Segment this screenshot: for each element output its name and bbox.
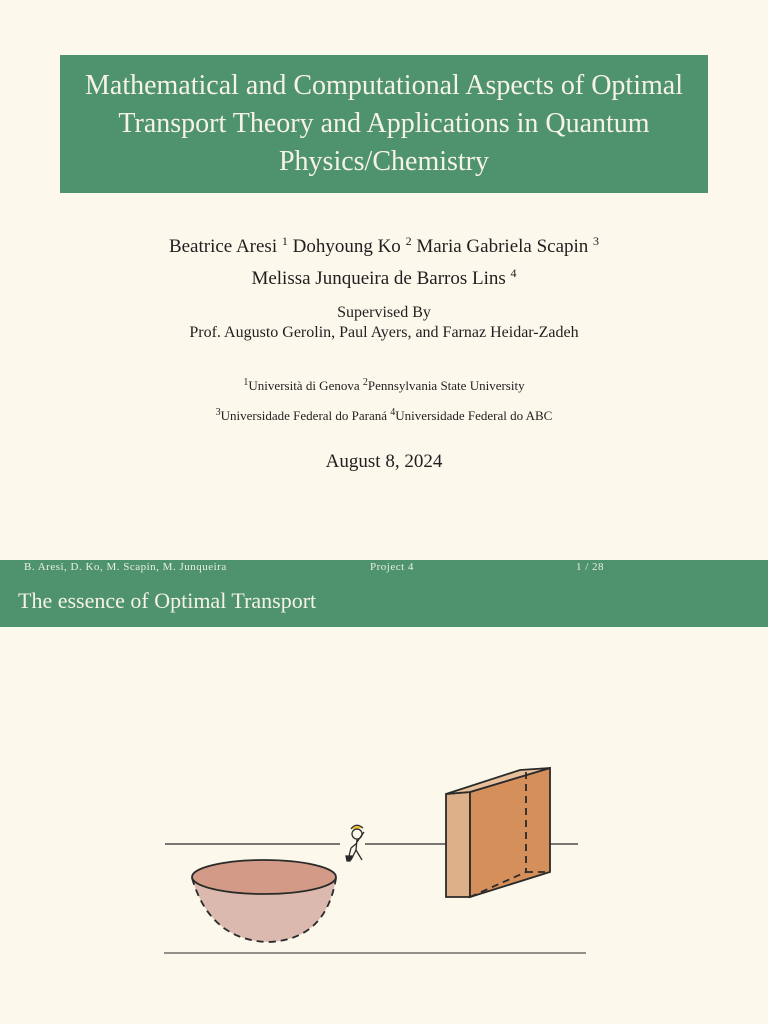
affiliation-name: Università di Genova [248,378,360,393]
author-mark: 4 [510,266,517,280]
affiliation-line [0,404,768,425]
footer-project: Project 4 [370,561,414,573]
author-name: Melissa Junqueira de Barros Lins [251,268,506,289]
optimal-transport-illustration [150,760,600,965]
author-list [0,228,768,292]
presentation-title: Mathematical and Computational Aspects of Optimal Transport Theory and Applications in Quantum Physics/Chemistry [85,70,683,177]
author-name: Maria Gabriela Scapin [416,236,589,257]
presentation-date: August 8, 2024 [325,451,443,472]
supervised-label: Supervised By [337,304,431,321]
affiliation-name: Universidade Federal do Paraná [220,408,388,423]
affiliation-name: Universidade Federal do ABC [395,408,553,423]
author-name: Beatrice Aresi [168,236,278,257]
earth-pile-box-icon [446,768,550,897]
affiliation-line [0,374,768,395]
slide-footer [0,560,768,574]
affiliation-mark: 1 [243,377,249,388]
title-banner [60,55,708,193]
affiliation-mark: 3 [215,407,221,418]
supervisor-names: Prof. Augusto Gerolin, Paul Ayers, and Farnaz Heidar-Zadeh [189,324,579,341]
worker-figure-icon [346,825,364,861]
affiliation-mark: 4 [390,407,396,418]
supervision-block [0,303,768,343]
author-mark: 3 [593,234,600,248]
affiliation-name: Pennsylvania State University [367,378,525,393]
affiliation-mark: 2 [362,377,368,388]
footer-page-number: 1 / 28 [576,561,605,573]
author-name: Dohyoung Ko [292,236,401,257]
author-mark: 2 [405,234,412,248]
frame-title: The essence of Optimal Transport [18,588,317,613]
frame-header [0,574,768,627]
bowl-hole-icon [192,860,336,942]
footer-authors: B. Aresi, D. Ko, M. Scapin, M. Junqueira [24,561,227,573]
author-mark: 1 [281,234,288,248]
